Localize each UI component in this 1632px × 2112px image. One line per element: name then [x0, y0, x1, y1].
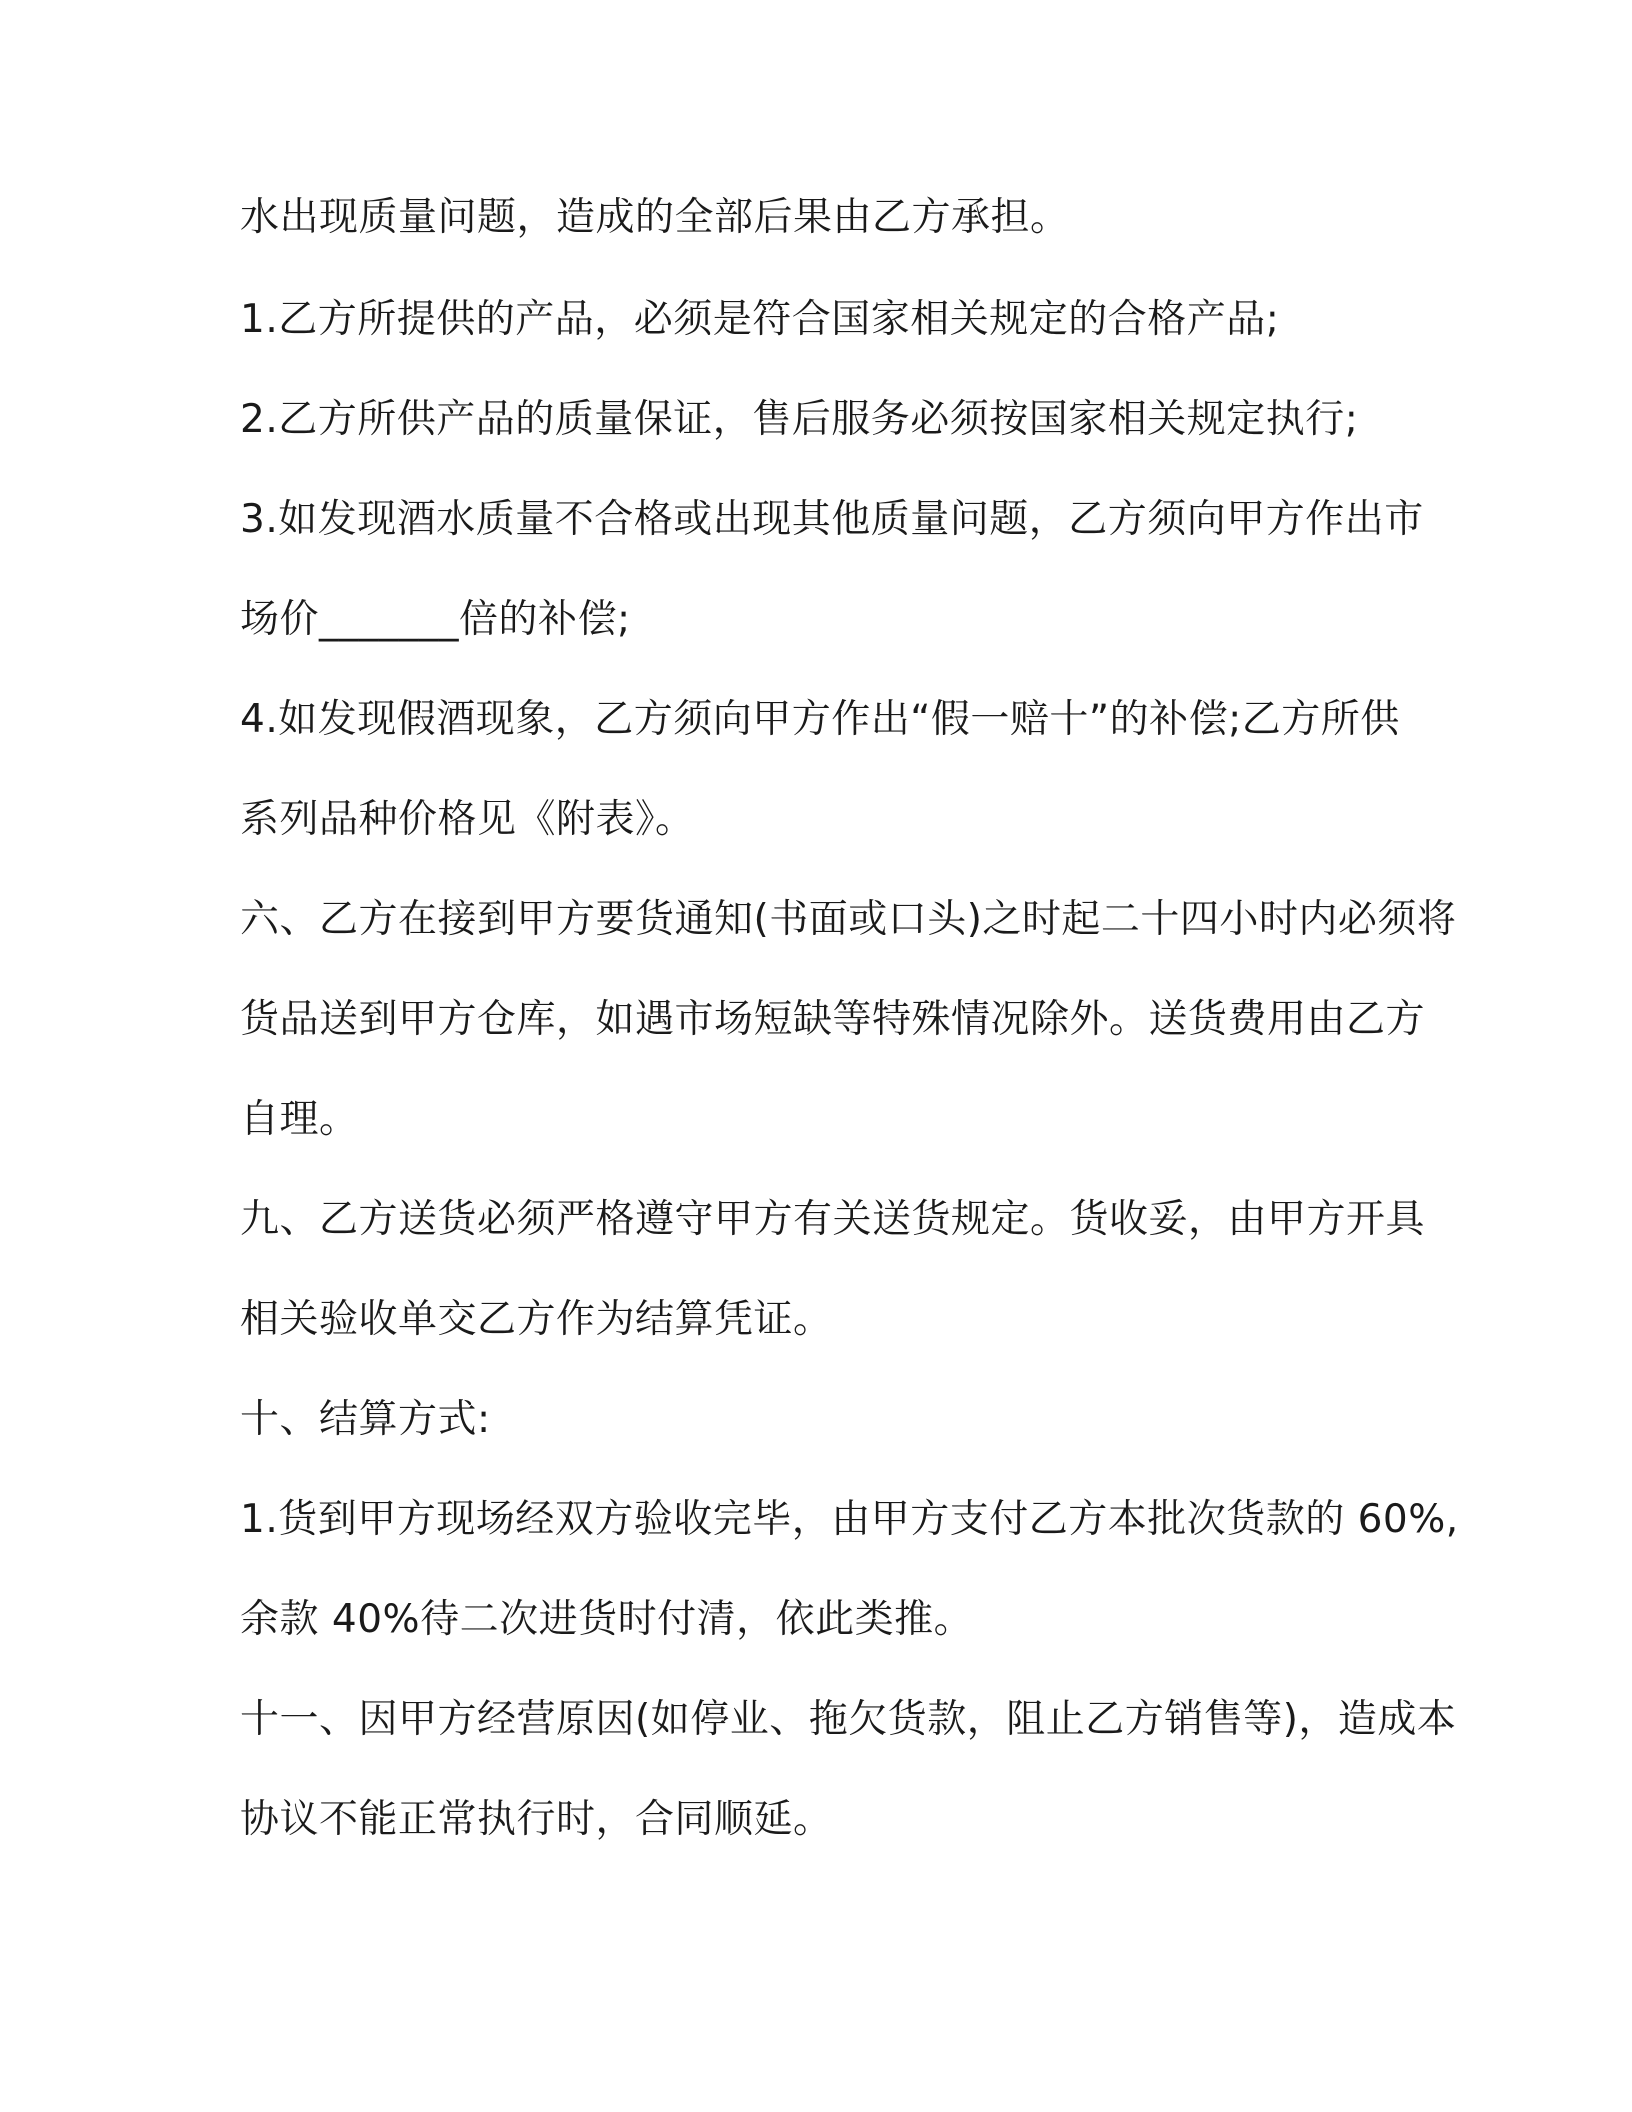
- text-line: 系列品种价格见《附表》。: [240, 797, 695, 842]
- text-line: 场价_______倍的补偿;: [240, 597, 631, 642]
- text-line: 货品送到甲方仓库，如遇市场短缺等特殊情况除外。送货费用由乙方: [240, 997, 1426, 1042]
- text-line: 相关验收单交乙方作为结算凭证。: [240, 1297, 833, 1342]
- text-line: 3.如发现酒水质量不合格或出现其他质量问题，乙方须向甲方作出市: [240, 497, 1424, 542]
- text-line: 六、乙方在接到甲方要货通知(书面或口头)之时起二十四小时内必须将: [240, 897, 1457, 942]
- text-line: 余款 40%待二次进货时付清，依此类推。: [240, 1597, 974, 1642]
- text-line: 水出现质量问题，造成的全部后果由乙方承担。: [240, 195, 1070, 240]
- text-line: 协议不能正常执行时，合同顺延。: [240, 1797, 833, 1842]
- text-line: 十、结算方式:: [240, 1397, 491, 1442]
- text-line: 九、乙方送货必须严格遵守甲方有关送货规定。货收妥，由甲方开具: [240, 1197, 1426, 1242]
- text-line: 自理。: [240, 1097, 359, 1142]
- text-line: 1.乙方所提供的产品，必须是符合国家相关规定的合格产品;: [240, 297, 1280, 342]
- text-line: 4.如发现假酒现象，乙方须向甲方作出“假一赔十”的补偿;乙方所供: [240, 697, 1400, 742]
- text-line: 2.乙方所供产品的质量保证，售后服务必须按国家相关规定执行;: [240, 397, 1359, 442]
- text-line: 十一、因甲方经营原因(如停业、拖欠货款，阻止乙方销售等)，造成本: [240, 1697, 1457, 1742]
- text-line: 1.货到甲方现场经双方验收完毕，由甲方支付乙方本批次货款的 60%,: [240, 1497, 1459, 1542]
